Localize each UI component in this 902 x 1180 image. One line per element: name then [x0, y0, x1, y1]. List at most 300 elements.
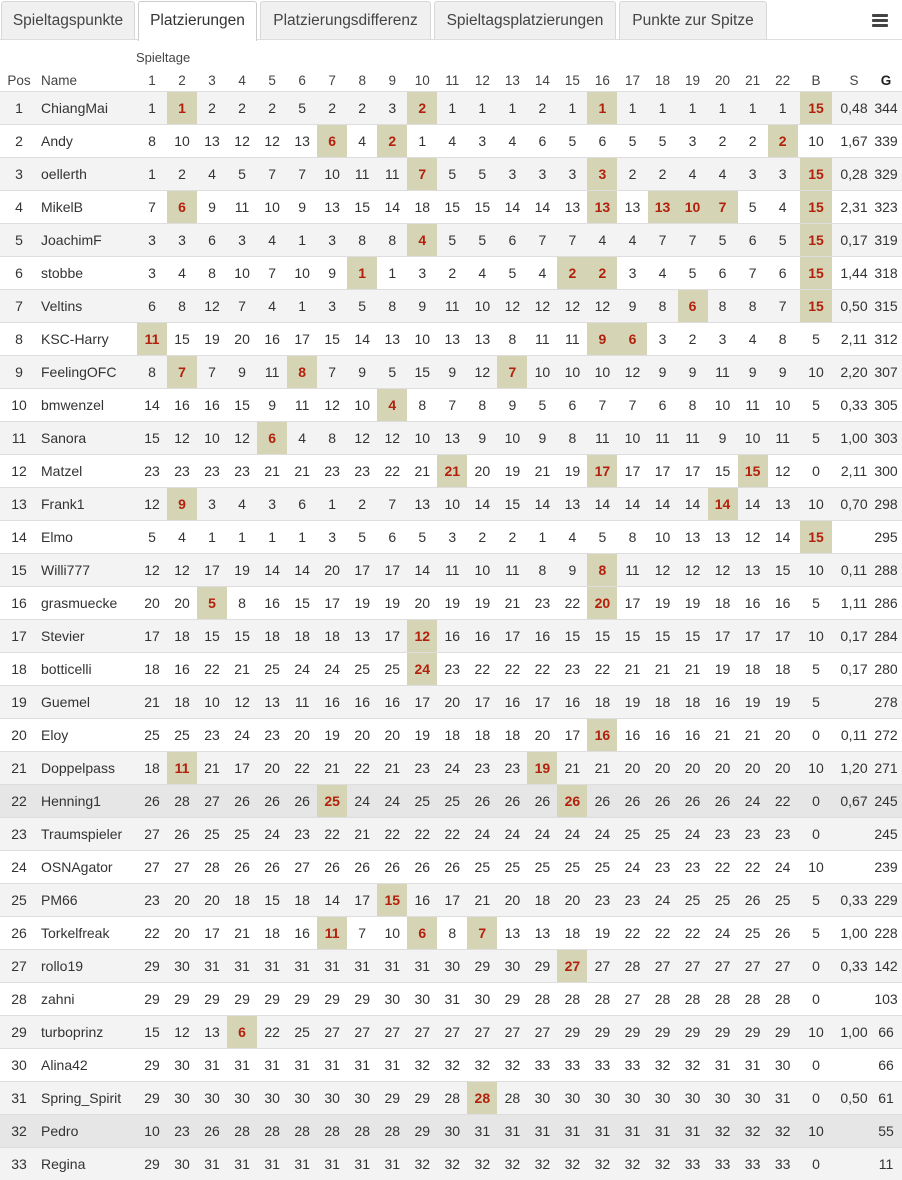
day-5-rank: 21	[264, 463, 280, 479]
day-18-rank: 32	[654, 1057, 671, 1073]
day-13-rank: 9	[508, 397, 517, 413]
day-7-rank: 25	[317, 785, 347, 817]
day-14-rank: 3	[538, 166, 547, 182]
day-20-rank: 27	[714, 958, 731, 974]
day-10-rank: 2	[407, 92, 437, 124]
row-s: 0,33	[840, 958, 868, 974]
day-8-rank: 8	[358, 232, 367, 248]
row-s	[836, 983, 872, 1015]
day-20-rank: 30	[714, 1090, 731, 1106]
day-14-rank: 25	[534, 859, 551, 875]
day-14-rank: 13	[534, 925, 551, 941]
row-total: 295	[874, 529, 898, 545]
day-15-rank: 25	[564, 859, 581, 875]
day-13-rank: 26	[504, 793, 521, 809]
day-2-rank: 16	[174, 661, 190, 677]
day-19-rank: 13	[684, 529, 701, 545]
row-name: OSNAgator	[41, 859, 113, 875]
row-total: 245	[874, 793, 898, 809]
day-18-rank: 12	[654, 562, 671, 578]
day-15-rank: 10	[564, 364, 581, 380]
row-pos: 33	[11, 1156, 27, 1172]
row-bonus: 10	[808, 628, 824, 644]
day-18-rank: 1	[658, 100, 667, 116]
table-row	[0, 355, 902, 388]
day-18-rank: 5	[658, 133, 667, 149]
row-pos: 20	[11, 727, 27, 743]
day-9-rank: 1	[388, 265, 397, 281]
day-14-rank: 30	[534, 1090, 551, 1106]
day-22-rank: 8	[778, 331, 787, 347]
day-11-rank: 32	[444, 1057, 461, 1073]
row-bonus: 5	[812, 331, 820, 347]
day-13-rank: 6	[508, 232, 517, 248]
row-total: 298	[874, 496, 898, 512]
day-20-rank: 1	[718, 100, 727, 116]
day-3-rank: 10	[204, 694, 220, 710]
row-name: Pedro	[41, 1123, 79, 1139]
row-pos: 14	[11, 529, 27, 545]
day-6-rank: 10	[294, 265, 310, 281]
day-11-rank: 5	[448, 166, 457, 182]
day-3-rank: 17	[204, 562, 220, 578]
day-4-rank: 5	[238, 166, 246, 182]
day-19-rank: 9	[688, 364, 697, 380]
day-1-rank: 27	[144, 859, 160, 875]
day-10-rank: 32	[414, 1156, 431, 1172]
day-10-rank: 20	[414, 595, 431, 611]
day-12-rank: 4	[478, 265, 487, 281]
day-9-rank: 24	[384, 793, 401, 809]
day-3-rank: 5	[197, 587, 227, 619]
day-15-rank: 19	[564, 463, 581, 479]
day-6-rank: 15	[294, 595, 310, 611]
day-15-rank: 26	[557, 785, 587, 817]
day-3-rank: 29	[204, 991, 220, 1007]
header-name: Name	[41, 73, 78, 88]
day-10-rank: 7	[407, 158, 437, 190]
day-20-rank: 15	[714, 463, 731, 479]
day-21-rank: 25	[744, 925, 761, 941]
day-7-rank: 11	[317, 917, 347, 949]
day-9-rank: 29	[384, 1090, 401, 1106]
day-20-rank: 9	[718, 430, 727, 446]
day-8-rank: 11	[354, 166, 370, 182]
day-7-rank: 26	[324, 859, 340, 875]
row-name: Traumspieler	[41, 826, 123, 842]
header-day-13: 13	[504, 73, 520, 88]
row-s: 0,67	[840, 793, 868, 809]
day-5-rank: 16	[264, 331, 280, 347]
tab-punkte-zur-spitze[interactable]: Punkte zur Spitze	[619, 1, 767, 39]
day-17-rank: 9	[628, 298, 637, 314]
day-2-rank: 15	[174, 331, 190, 347]
header-day-5: 5	[268, 73, 276, 88]
tab-spieltagspunkte[interactable]: Spieltagspunkte	[1, 1, 135, 39]
day-3-rank: 1	[208, 529, 216, 545]
row-total: 66	[878, 1057, 894, 1073]
header-day-4: 4	[238, 73, 246, 88]
row-total: 315	[874, 298, 898, 314]
table-row	[0, 91, 902, 124]
day-7-rank: 23	[324, 463, 340, 479]
day-1-rank: 23	[144, 892, 160, 908]
day-12-rank: 30	[474, 991, 491, 1007]
row-total: 344	[874, 100, 898, 116]
day-19-rank: 23	[684, 859, 701, 875]
day-15-rank: 22	[564, 595, 581, 611]
day-19-rank: 21	[684, 661, 701, 677]
day-17-rank: 27	[624, 991, 641, 1007]
day-2-rank: 7	[167, 356, 197, 388]
day-10-rank: 1	[418, 133, 427, 149]
day-18-rank: 7	[658, 232, 667, 248]
row-name: Elmo	[41, 529, 73, 545]
row-total: 312	[874, 331, 898, 347]
day-20-rank: 16	[714, 694, 731, 710]
table-row	[0, 751, 902, 784]
day-9-rank: 30	[384, 991, 401, 1007]
day-1-rank: 18	[144, 661, 160, 677]
day-21-rank: 8	[748, 298, 757, 314]
row-pos: 18	[11, 661, 27, 677]
day-20-rank: 23	[714, 826, 731, 842]
day-10-rank: 30	[414, 991, 431, 1007]
day-14-rank: 1	[538, 529, 547, 545]
day-6-rank: 17	[294, 331, 310, 347]
day-18-rank: 28	[654, 991, 671, 1007]
tab-platzierungen[interactable]: Platzierungen	[138, 1, 257, 41]
day-16-rank: 6	[598, 133, 607, 149]
day-4-rank: 1	[238, 529, 246, 545]
day-2-rank: 4	[178, 529, 186, 545]
day-3-rank: 8	[208, 265, 216, 281]
row-total: 288	[874, 562, 898, 578]
row-s: 0,17	[840, 661, 868, 677]
day-3-rank: 10	[204, 430, 220, 446]
day-6-rank: 9	[298, 199, 307, 215]
day-19-rank: 30	[684, 1090, 701, 1106]
row-name: Regina	[41, 1156, 86, 1172]
row-s: 0,11	[840, 727, 868, 743]
row-name: Henning1	[41, 793, 101, 809]
day-1-rank: 17	[144, 628, 160, 644]
row-s: 2,20	[840, 364, 868, 380]
day-22-rank: 27	[774, 958, 791, 974]
row-name: Matzel	[41, 463, 83, 479]
day-5-rank: 26	[264, 793, 280, 809]
day-17-rank: 23	[624, 892, 641, 908]
row-bonus: 15	[800, 191, 832, 223]
day-5-rank: 10	[264, 199, 280, 215]
row-name: FeelingOFC	[41, 364, 117, 380]
day-7-rank: 31	[324, 1156, 340, 1172]
header-day-21: 21	[745, 73, 761, 88]
day-12-rank: 13	[474, 331, 491, 347]
day-3-rank: 12	[204, 298, 220, 314]
day-18-rank: 30	[654, 1090, 671, 1106]
day-1-rank: 15	[144, 1024, 160, 1040]
day-16-rank: 26	[594, 793, 611, 809]
day-5-rank: 1	[268, 529, 276, 545]
row-bonus: 5	[812, 694, 820, 710]
day-14-rank: 11	[535, 331, 550, 347]
day-15-rank: 3	[568, 166, 577, 182]
day-9-rank: 7	[388, 496, 397, 512]
row-pos: 15	[11, 562, 27, 578]
table-row	[0, 1081, 902, 1114]
day-12-rank: 25	[474, 859, 491, 875]
day-5-rank: 14	[264, 562, 280, 578]
day-22-rank: 14	[774, 529, 791, 545]
day-15-rank: 8	[568, 430, 577, 446]
day-8-rank: 27	[354, 1024, 370, 1040]
day-11-rank: 18	[444, 727, 461, 743]
day-3-rank: 19	[204, 331, 220, 347]
day-10-rank: 6	[407, 917, 437, 949]
day-21-rank: 14	[744, 496, 761, 512]
day-4-rank: 15	[234, 628, 250, 644]
tab-spieltagsplatzierungen[interactable]: Spieltagsplatzierungen	[434, 1, 616, 39]
day-20-rank: 18	[714, 595, 731, 611]
day-12-rank: 31	[474, 1123, 491, 1139]
table-row	[0, 553, 902, 586]
tab-platzierungsdifferenz[interactable]: Platzierungsdifferenz	[260, 1, 431, 39]
day-3-rank: 3	[208, 496, 216, 512]
day-4-rank: 30	[234, 1090, 250, 1106]
day-20-rank: 20	[714, 760, 731, 776]
day-20-rank: 33	[714, 1156, 731, 1172]
table-row	[0, 256, 902, 289]
day-17-rank: 15	[624, 628, 641, 644]
day-1-rank: 21	[144, 694, 160, 710]
day-10-rank: 8	[418, 397, 427, 413]
day-14-rank: 14	[534, 496, 551, 512]
day-12-rank: 5	[478, 166, 487, 182]
row-bonus: 10	[808, 133, 824, 149]
day-10-rank: 12	[407, 620, 437, 652]
day-7-rank: 30	[324, 1090, 340, 1106]
tab-bar	[0, 0, 902, 40]
day-16-rank: 9	[587, 323, 617, 355]
day-11-rank: 11	[445, 298, 460, 314]
day-21-rank: 16	[744, 595, 761, 611]
table-row	[0, 586, 902, 619]
day-6-rank: 11	[294, 397, 310, 413]
day-9-rank: 10	[384, 925, 401, 941]
day-11-rank: 28	[444, 1090, 461, 1106]
day-13-rank: 12	[504, 298, 521, 314]
day-14-rank: 4	[538, 265, 547, 281]
row-bonus: 5	[812, 397, 820, 413]
day-18-rank: 3	[658, 331, 667, 347]
day-22-rank: 12	[774, 463, 791, 479]
day-2-rank: 4	[178, 265, 186, 281]
day-16-rank: 33	[594, 1057, 611, 1073]
day-18-rank: 22	[654, 925, 671, 941]
day-13-rank: 29	[504, 991, 521, 1007]
row-name: Spring_Spirit	[41, 1090, 122, 1106]
day-17-rank: 26	[624, 793, 641, 809]
header-day-18: 18	[654, 73, 671, 88]
header-day-16: 16	[594, 73, 610, 88]
day-4-rank: 15	[234, 397, 250, 413]
table-row	[0, 157, 902, 190]
day-16-rank: 24	[594, 826, 611, 842]
day-18-rank: 25	[654, 826, 671, 842]
day-12-rank: 19	[474, 595, 491, 611]
day-13-rank: 2	[508, 529, 517, 545]
day-21-rank: 17	[744, 628, 761, 644]
day-9-rank: 19	[384, 595, 401, 611]
day-21-rank: 18	[744, 661, 761, 677]
header-day-11: 11	[445, 73, 460, 88]
row-s: 0,17	[840, 628, 868, 644]
day-1-rank: 8	[148, 364, 156, 380]
day-21-rank: 15	[738, 455, 768, 487]
day-8-rank: 5	[358, 298, 367, 314]
day-17-rank: 16	[624, 727, 641, 743]
day-9-rank: 11	[384, 166, 400, 182]
day-5-rank: 25	[264, 661, 280, 677]
day-17-rank: 22	[624, 925, 641, 941]
table-row	[0, 949, 902, 982]
row-total: 339	[874, 133, 898, 149]
day-8-rank: 31	[354, 1057, 370, 1073]
day-17-rank: 25	[624, 826, 641, 842]
hamburger-menu-icon[interactable]	[870, 11, 890, 29]
row-name: Frank1	[41, 496, 85, 512]
day-7-rank: 3	[328, 232, 337, 248]
day-9-rank: 17	[384, 628, 401, 644]
day-21-rank: 4	[748, 331, 757, 347]
day-6-rank: 27	[294, 859, 310, 875]
day-12-rank: 17	[474, 694, 491, 710]
day-4-rank: 18	[234, 892, 250, 908]
day-1-rank: 10	[144, 1123, 160, 1139]
row-pos: 11	[11, 430, 27, 446]
row-pos: 10	[11, 397, 27, 413]
day-19-rank: 10	[678, 191, 708, 223]
day-16-rank: 13	[587, 191, 617, 223]
day-13-rank: 8	[508, 331, 517, 347]
row-bonus: 5	[812, 892, 820, 908]
day-2-rank: 8	[178, 298, 186, 314]
day-12-rank: 9	[478, 430, 487, 446]
day-22-rank: 17	[774, 628, 791, 644]
row-total: 278	[874, 694, 898, 710]
day-8-rank: 21	[354, 826, 370, 842]
day-11-rank: 20	[444, 694, 461, 710]
day-7-rank: 31	[324, 1057, 340, 1073]
row-name: botticelli	[41, 661, 92, 677]
day-4-rank: 31	[234, 958, 250, 974]
day-3-rank: 7	[208, 364, 216, 380]
day-4-rank: 19	[234, 562, 250, 578]
day-18-rank: 10	[654, 529, 671, 545]
day-10-rank: 10	[414, 430, 431, 446]
day-4-rank: 20	[234, 331, 250, 347]
row-pos: 24	[11, 859, 27, 875]
row-total: 229	[874, 892, 898, 908]
day-14-rank: 19	[527, 752, 557, 784]
day-12-rank: 7	[467, 917, 497, 949]
row-bonus: 10	[808, 1024, 824, 1040]
day-16-rank: 2	[587, 257, 617, 289]
day-18-rank: 16	[654, 727, 671, 743]
day-16-rank: 21	[594, 760, 611, 776]
day-11-rank: 27	[444, 1024, 461, 1040]
day-7-rank: 28	[324, 1123, 340, 1139]
day-22-rank: 26	[774, 925, 791, 941]
header-day-8: 8	[358, 73, 366, 88]
row-total: 323	[874, 199, 898, 215]
header-day-2: 2	[178, 73, 186, 88]
row-name: Stevier	[41, 628, 85, 644]
row-pos: 3	[15, 166, 23, 182]
day-4-rank: 29	[234, 991, 250, 1007]
day-4-rank: 6	[227, 1016, 257, 1048]
day-20-rank: 22	[714, 859, 731, 875]
day-11-rank: 10	[444, 496, 461, 512]
day-3-rank: 13	[204, 133, 220, 149]
day-9-rank: 14	[384, 199, 401, 215]
day-21-rank: 28	[744, 991, 761, 1007]
day-10-rank: 31	[414, 958, 431, 974]
row-pos: 5	[15, 232, 23, 248]
day-5-rank: 26	[264, 859, 280, 875]
day-10-rank: 5	[418, 529, 427, 545]
day-17-rank: 10	[624, 430, 641, 446]
day-13-rank: 10	[504, 430, 521, 446]
day-20-rank: 5	[718, 232, 727, 248]
day-22-rank: 29	[774, 1024, 791, 1040]
day-18-rank: 9	[658, 364, 667, 380]
day-2-rank: 9	[167, 488, 197, 520]
row-bonus: 5	[812, 661, 820, 677]
day-5-rank: 22	[264, 1024, 280, 1040]
day-16-rank: 14	[594, 496, 611, 512]
day-8-rank: 15	[354, 199, 370, 215]
day-22-rank: 22	[774, 793, 791, 809]
row-name: grasmuecke	[41, 595, 118, 611]
day-17-rank: 17	[624, 595, 641, 611]
day-11-rank: 7	[448, 397, 457, 413]
day-22-rank: 24	[774, 859, 791, 875]
day-1-rank: 14	[144, 397, 160, 413]
day-18-rank: 24	[654, 892, 671, 908]
day-5-rank: 28	[264, 1123, 280, 1139]
day-1-rank: 3	[148, 265, 156, 281]
day-16-rank: 18	[594, 694, 611, 710]
day-14-rank: 20	[534, 727, 551, 743]
day-13-rank: 25	[504, 859, 521, 875]
table-row	[0, 652, 902, 685]
day-21-rank: 1	[748, 100, 757, 116]
row-pos: 26	[11, 925, 27, 941]
day-4-rank: 3	[238, 232, 246, 248]
day-22-rank: 19	[774, 694, 791, 710]
row-bonus: 10	[808, 1123, 824, 1139]
row-s: 0,70	[840, 496, 868, 512]
day-14-rank: 26	[534, 793, 551, 809]
day-19-rank: 6	[678, 290, 708, 322]
row-total: 305	[874, 397, 898, 413]
day-9-rank: 31	[384, 1057, 401, 1073]
day-8-rank: 24	[354, 793, 370, 809]
day-9-rank: 16	[384, 694, 401, 710]
day-17-rank: 6	[617, 323, 647, 355]
